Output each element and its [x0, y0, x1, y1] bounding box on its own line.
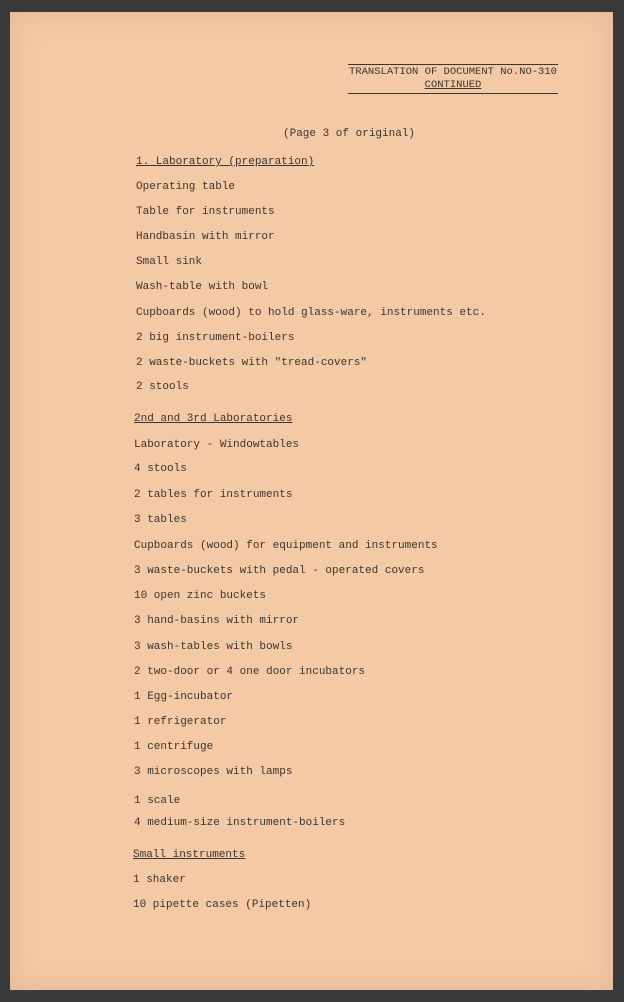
list-item: Wash-table with bowl [136, 281, 269, 293]
list-item: 4 stools [134, 463, 187, 475]
header-continued: CONTINUED [424, 79, 482, 91]
document-header [348, 64, 558, 94]
list-item: 3 hand-basins with mirror [134, 615, 300, 627]
list-item: 4 medium-size instrument-boilers [134, 817, 346, 829]
list-item: 2 big instrument-boilers [136, 332, 295, 344]
list-item: 1 scale [134, 795, 181, 807]
list-item: 2 two-door or 4 one door incubators [134, 666, 366, 678]
header-rule-top [348, 64, 558, 65]
list-item: 1 centrifuge [134, 741, 214, 753]
header-rule-bottom [348, 93, 558, 94]
page-note: (Page 3 of original) [283, 128, 416, 140]
list-item: 3 tables [134, 514, 187, 526]
list-item: 3 waste-buckets with pedal - operated covers [134, 565, 425, 577]
list-item: 3 microscopes with lamps [134, 766, 293, 778]
list-item: 10 open zinc buckets [134, 590, 267, 602]
list-item: Laboratory - Windowtables [134, 439, 300, 451]
header-title: TRANSLATION OF DOCUMENT No.NO-310 [349, 66, 557, 78]
list-item: Cupboards (wood) to hold glass-ware, instruments etc. [136, 307, 486, 319]
list-item: Cupboards (wood) for equipment and instruments [134, 540, 438, 552]
list-item: Small sink [136, 256, 203, 268]
list-item: Table for instruments [136, 206, 275, 218]
list-item: Operating table [136, 181, 236, 193]
list-item: 3 wash-tables with bowls [134, 641, 293, 653]
section-heading-small-instruments: Small instruments [133, 849, 246, 861]
list-item: Handbasin with mirror [136, 231, 275, 243]
list-item: 2 stools [136, 381, 189, 393]
section-heading-2nd-3rd-laboratories: 2nd and 3rd Laboratories [134, 413, 293, 425]
list-item: 1 refrigerator [134, 716, 227, 728]
list-item: 1 Egg-incubator [134, 691, 234, 703]
list-item: 10 pipette cases (Pipetten) [133, 899, 312, 911]
list-item: 1 shaker [133, 874, 186, 886]
list-item: 2 tables for instruments [134, 489, 293, 501]
list-item: 2 waste-buckets with "tread-covers" [136, 357, 368, 369]
section-heading-laboratory-preparation: 1. Laboratory (preparation) [136, 156, 315, 168]
